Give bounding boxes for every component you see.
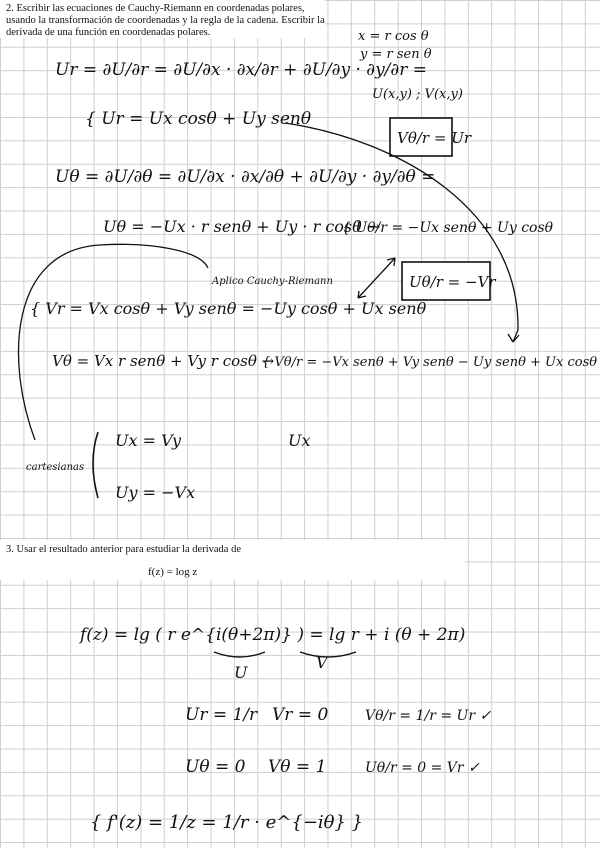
- derivative-result: { f'(z) = 1/z = 1/r · e^{−iθ} }: [90, 812, 364, 833]
- ur-result: { Ur = Ux cosθ + Uy senθ: [85, 109, 312, 129]
- cr-eq-2: Uy = −Vx: [115, 483, 196, 502]
- ur-chain-rule: Ur = ∂U/∂r = ∂U/∂x · ∂x/∂r + ∂U/∂y · ∂y/∂r =: [55, 60, 427, 80]
- aplico-cauchy-riemann: Aplico Cauchy-Riemann: [212, 276, 333, 287]
- check-2: Uθ/r = 0 = Vr ✓: [365, 760, 480, 776]
- cr-eq-1: Ux = Vy: [115, 431, 182, 450]
- u-underbrace: [214, 652, 265, 657]
- cartesianas-label: cartesianas: [26, 462, 85, 473]
- vtheta-result: Vθ = Vx r senθ + Vy r cosθ →: [52, 352, 275, 370]
- ur-value: Ur = 1/r: [185, 705, 258, 725]
- cr-brace: [93, 432, 98, 498]
- arrow-cr-to-vr: [19, 244, 208, 440]
- functions-uv: U(x,y) ; V(x,y): [372, 87, 463, 102]
- check-1: Vθ/r = 1/r = Ur ✓: [365, 708, 492, 724]
- box-utheta-text: Uθ/r = −Vr: [409, 273, 496, 291]
- problem-2-text: Escribir las ecuaciones de Cauchy-Riemann en coordenadas polares, usando la transformación de coordenadas y la regla de la cadena. Escribir la derivada de una función en coordenadas polares.: [6, 3, 325, 38]
- u-label: U: [234, 663, 248, 682]
- problem-3-text: Usar el resultado anterior para estudiar la derivada de: [16, 544, 241, 555]
- utheta-chain-rule: Uθ = ∂U/∂θ = ∂U/∂x · ∂x/∂θ + ∂U/∂y · ∂y/∂θ =: [55, 167, 436, 187]
- arrow-vr-to-box: [358, 258, 395, 298]
- problem-3-equation: f(z) = log z: [148, 566, 198, 578]
- ux-lone: Ux: [288, 431, 311, 450]
- utheta-over-r: { Uθ/r = −Ux senθ + Uy cosθ: [342, 220, 554, 236]
- arrowhead-1: [508, 334, 519, 342]
- utheta-result: Uθ = −Ux · r senθ + Uy · r cosθ →: [103, 217, 381, 236]
- utheta-value: Uθ = 0: [185, 757, 246, 777]
- box-vtheta-text: Vθ/r = Ur: [397, 129, 472, 147]
- vr-value: Vr = 0: [272, 705, 329, 725]
- coords-x: x = r cos θ: [358, 29, 429, 44]
- coords-y: y = r sen θ: [360, 47, 432, 62]
- vtheta-value: Vθ = 1: [268, 757, 327, 777]
- f-log-expansion: f(z) = lg ( r e^{i(θ+2π)} ) = lg r + i (θ + 2π): [80, 625, 466, 645]
- vtheta-over-r: { Vθ/r = −Vx senθ + Vy senθ − Uy senθ + Ux cosθ: [262, 355, 598, 370]
- problem-3-number: 3.: [6, 544, 14, 555]
- v-underbrace: [300, 652, 356, 657]
- v-label: V: [316, 653, 328, 672]
- vr-result: { Vr = Vx cosθ + Vy senθ = −Uy cosθ + Ux senθ: [30, 299, 427, 318]
- problem-2-number: 2.: [6, 3, 14, 14]
